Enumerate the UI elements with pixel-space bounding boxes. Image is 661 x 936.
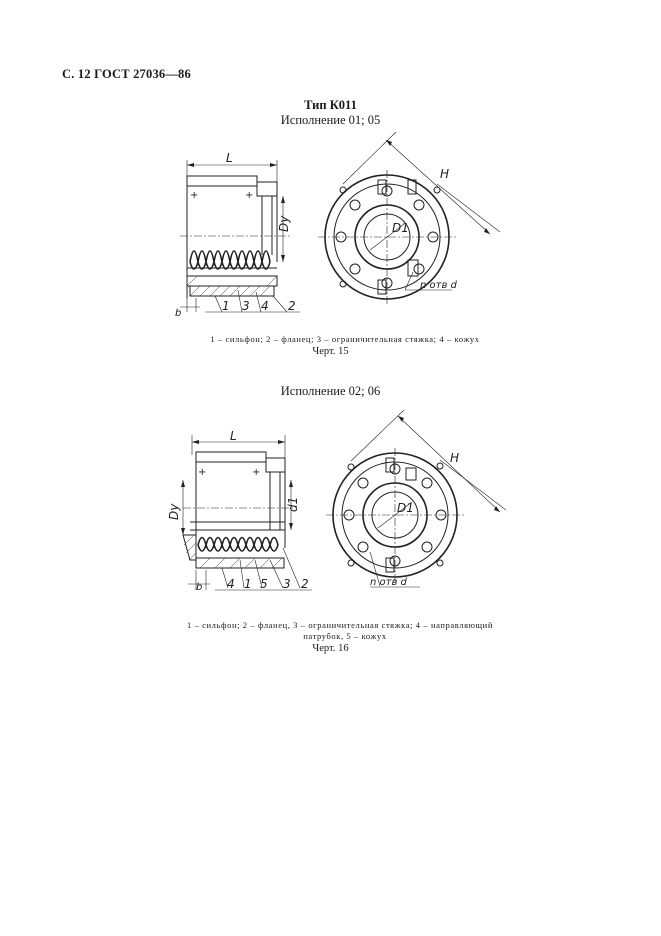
fig15-part-1: 1 [222,299,230,313]
fig16-subtitle: Исполнение 02; 06 [280,384,381,398]
fig16-label-b: b [196,582,203,593]
fig16-part-5: 5 [260,577,268,591]
fig15-label-b: b [175,308,182,319]
fig15-label-Dy: Dy [277,215,291,232]
fig16-end-view [326,410,506,588]
type-title: Тип К011 [304,98,357,112]
page-header: С. 12 ГОСТ 27036—86 [62,67,191,81]
svg-text:+: + [252,467,261,478]
fig16-side-view [167,429,312,593]
fig16-label-Dy: Dy [167,503,181,520]
svg-text:+: + [198,467,207,478]
fig16-part-1: 1 [244,577,252,591]
fig15-part-3: 3 [242,299,250,313]
fig15-legend: 1 – сильфон; 2 – фланец; 3 – ограничительная стяжка; 4 – кожух [210,334,480,344]
fig16-legend-line2: патрубок, 5 – кожух [303,631,387,641]
fig16-label-H: H [450,451,460,465]
fig15-caption: Черт. 15 [312,346,349,357]
fig16-caption: Черт. 16 [312,643,349,654]
fig15-label-holes: n отв d [420,280,457,291]
fig15-subtitle: Исполнение 01; 05 [280,113,381,127]
fig16-part-3: 3 [283,577,291,591]
fig15-label-D1: D1 [392,221,409,235]
fig16-part-4: 4 [227,577,235,591]
fig16-legend-line1: 1 – сильфон; 2 – фланец, 3 – ограничительная стяжка; 4 – направляющий [187,620,493,630]
fig15-part-4: 4 [261,299,269,313]
fig16-label-L: L [230,429,237,443]
fig16-label-d1: d1 [286,496,300,512]
fig15-label-H: H [440,167,450,181]
fig15-part-2: 2 [288,299,296,313]
fig15-label-L: L [226,151,233,165]
fig16-label-D1: D1 [397,501,414,515]
svg-text:+: + [190,190,199,201]
fig16-label-holes: n отв d [370,577,407,588]
fig16-part-2: 2 [301,577,309,591]
svg-text:+: + [245,190,254,201]
